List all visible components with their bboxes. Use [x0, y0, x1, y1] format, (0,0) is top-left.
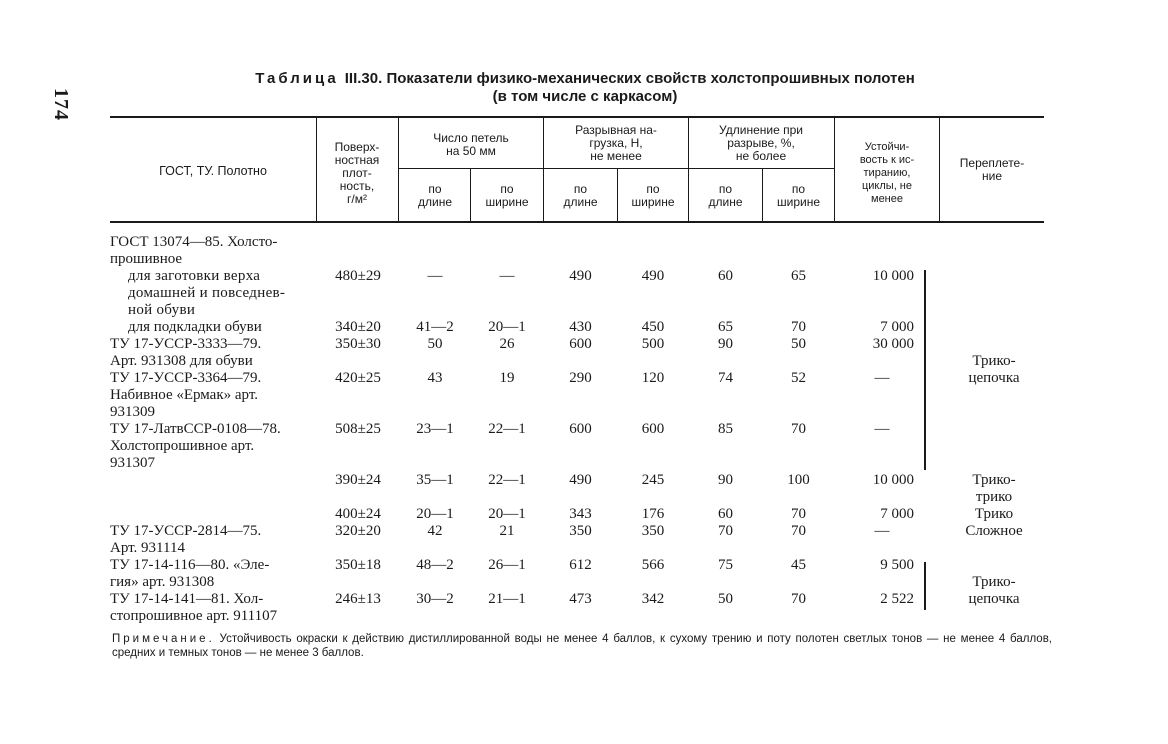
cell-density: 480±29	[335, 268, 381, 284]
cell-load-length: 473	[569, 591, 592, 607]
cell-elong-width: 70	[791, 421, 806, 437]
row-name: ТУ 17-УССР-3364—79. Набивное «Ермак» арт. 931309	[110, 370, 262, 420]
cell-density: 390±24	[335, 472, 381, 488]
cell-elong-length: 65	[718, 319, 733, 335]
weave-chain-tricot: Трико- цепочка	[968, 574, 1020, 607]
cell-load-length: 343	[569, 506, 592, 522]
cell-elong-width: 52	[791, 370, 806, 386]
cell-load-length: 490	[569, 268, 592, 284]
cell-loops-width: 21	[499, 523, 515, 539]
cell-elong-length: 90	[718, 336, 733, 352]
subheader-loops-length: по длине	[417, 182, 452, 209]
cell-density: 350±18	[335, 557, 381, 573]
cell-loops-length: 42	[427, 523, 443, 539]
row-name: ГОСТ 13074—85. Холсто- прошивное	[110, 234, 278, 267]
cell-loops-length: 41—2	[416, 319, 454, 335]
cell-loops-width: 22—1	[488, 421, 526, 437]
header-gost: ГОСТ, ТУ. Полотно	[159, 164, 267, 178]
cell-load-length: 350	[569, 523, 592, 539]
cell-abrasion: 30 000	[872, 336, 914, 352]
cell-abrasion: —	[874, 370, 890, 386]
row-name: ТУ 17-14-141—81. Хол- стопрошивное арт. 911107	[110, 591, 278, 624]
cell-abrasion: —	[874, 421, 890, 437]
cell-elong-length: 85	[718, 421, 733, 437]
cell-loops-length: —	[427, 268, 443, 284]
cell-elong-length: 60	[718, 268, 733, 284]
cell-loops-width: —	[499, 268, 515, 284]
header-abrasion: Устойчи- вость к ис- тиранию, циклы, не менее	[859, 141, 915, 205]
col-divider	[834, 118, 835, 221]
cell-density: 320±20	[335, 523, 381, 539]
cell-density: 350±30	[335, 336, 381, 352]
row-name: для подкладки обуви	[128, 319, 262, 335]
cell-abrasion: 7 000	[880, 506, 914, 522]
cell-loops-length: 30—2	[416, 591, 454, 607]
header-load: Разрывная на- грузка, Н, не менее	[575, 123, 657, 163]
cell-load-width: 342	[641, 591, 665, 607]
cell-loops-width: 26	[499, 336, 515, 352]
weave-tricot-tricot: Трико- трико	[972, 472, 1016, 505]
subheader-elong-width: по ширине	[776, 182, 820, 209]
cell-elong-width: 50	[791, 336, 806, 352]
cell-load-length: 612	[569, 557, 592, 573]
cell-density: 246±13	[335, 591, 381, 607]
cell-load-width: 450	[641, 319, 665, 335]
col-divider	[316, 118, 317, 221]
col-divider	[398, 118, 399, 221]
header-elong: Удлинение при разрыве, %, не более	[719, 123, 803, 163]
cell-elong-length: 74	[718, 370, 733, 386]
title-lead: Таблица	[255, 70, 339, 87]
page-number: 174	[50, 88, 72, 121]
cell-density: 508±25	[335, 421, 381, 437]
cell-elong-length: 50	[718, 591, 733, 607]
cell-elong-width: 100	[787, 472, 810, 488]
cell-loops-length: 23—1	[416, 421, 454, 437]
title-line1: III.30. Показатели физико-механических свойств холстопрошивных полотен	[344, 70, 915, 87]
weave-complex: Сложное	[965, 523, 1023, 539]
row-name: для заготовки верха домашней и повседнев- ной обуви	[128, 268, 286, 318]
cell-load-width: 500	[641, 336, 665, 352]
cell-abrasion: 7 000	[880, 319, 914, 335]
cell-loops-length: 48—2	[416, 557, 454, 573]
cell-elong-length: 75	[718, 557, 733, 573]
header-density: Поверх- ностная плот- ность, г/м²	[334, 140, 380, 206]
weave-tricot: Трико	[974, 506, 1014, 522]
cell-abrasion: 10 000	[872, 268, 914, 284]
cell-load-width: 566	[641, 557, 665, 573]
cell-loops-length: 50	[427, 336, 443, 352]
note-label: Примечание.	[112, 633, 215, 645]
cell-load-width: 490	[641, 268, 665, 284]
note-text: Устойчивость окраски к действию дистиллированной воды не менее 4 баллов, к сухому трению и поту полотен светлых тонов — не менее 4 баллов, средних и темных тонов — не менее 3 баллов.	[112, 633, 1053, 659]
weave-chain-tricot: Трико- цепочка	[968, 353, 1020, 386]
subheader-load-length: по длине	[563, 182, 598, 209]
cell-elong-width: 70	[791, 591, 806, 607]
title-line2: (в том числе с каркасом)	[492, 88, 678, 105]
row-name: ТУ 17-УССР-2814—75. Арт. 931114	[110, 523, 262, 556]
cell-load-length: 290	[569, 370, 592, 386]
cell-load-width: 120	[641, 370, 665, 386]
group-brace	[916, 270, 926, 470]
row-name: ТУ 17-14-116—80. «Эле- гия» арт. 931308	[110, 557, 270, 590]
row-name: ТУ 17-ЛатвССР-0108—78. Холстопрошивное арт. 931307	[110, 421, 281, 471]
cell-abrasion: 10 000	[872, 472, 914, 488]
row-name: ТУ 17-УССР-3333—79. Арт. 931308 для обуви	[110, 336, 262, 369]
cell-load-width: 600	[641, 421, 665, 437]
table-title	[200, 70, 970, 106]
cell-load-width: 350	[641, 523, 665, 539]
cell-load-length: 600	[569, 421, 592, 437]
cell-abrasion: 2 522	[880, 591, 914, 607]
cell-loops-width: 20—1	[488, 319, 526, 335]
cell-density: 340±20	[335, 319, 381, 335]
cell-loops-length: 43	[427, 370, 443, 386]
cell-load-width: 176	[641, 506, 665, 522]
cell-elong-width: 65	[791, 268, 806, 284]
header-bottom-rule	[110, 221, 1044, 223]
cell-load-length: 600	[569, 336, 592, 352]
cell-loops-width: 26—1	[488, 557, 526, 573]
cell-elong-width: 70	[791, 506, 806, 522]
subheader-elong-length: по длине	[708, 182, 743, 209]
subheader-rule	[398, 168, 834, 169]
header-weave: Переплете- ние	[959, 156, 1025, 183]
cell-elong-width: 70	[791, 523, 806, 539]
cell-loops-length: 35—1	[416, 472, 454, 488]
table-note	[112, 632, 1052, 660]
cell-load-length: 430	[569, 319, 592, 335]
cell-loops-width: 19	[499, 370, 515, 386]
cell-density: 400±24	[335, 506, 381, 522]
col-divider	[939, 118, 940, 221]
cell-loops-width: 20—1	[488, 506, 526, 522]
top-rule	[110, 116, 1044, 118]
subheader-loops-width: по ширине	[485, 182, 529, 209]
cell-loops-width: 22—1	[488, 472, 526, 488]
header-loops: Число петель на 50 мм	[433, 131, 509, 158]
cell-elong-width: 70	[791, 319, 806, 335]
subheader-load-width: по ширине	[631, 182, 675, 209]
group-brace	[916, 562, 926, 610]
cell-abrasion: 9 500	[880, 557, 914, 573]
cell-loops-width: 21—1	[488, 591, 526, 607]
cell-loops-length: 20—1	[416, 506, 454, 522]
cell-elong-length: 90	[718, 472, 733, 488]
cell-elong-length: 60	[718, 506, 733, 522]
cell-elong-width: 45	[791, 557, 806, 573]
cell-abrasion: —	[874, 523, 890, 539]
cell-load-width: 245	[641, 472, 665, 488]
cell-elong-length: 70	[718, 523, 733, 539]
cell-load-length: 490	[569, 472, 592, 488]
cell-density: 420±25	[335, 370, 381, 386]
